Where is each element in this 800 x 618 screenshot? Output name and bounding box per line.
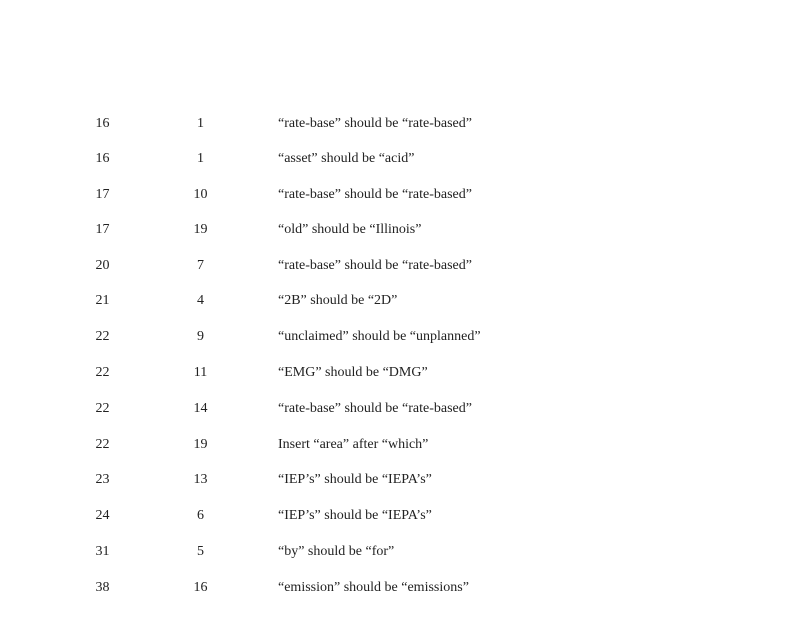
errata-row [0, 254, 800, 278]
page-number: 17 [95, 222, 110, 237]
line-number: 10 [193, 187, 208, 202]
page-number: 22 [95, 329, 110, 344]
line-number: 5 [197, 544, 204, 559]
errata-row [0, 433, 800, 457]
line-number: 1 [197, 116, 204, 131]
errata-row [0, 289, 800, 313]
page-number: 24 [95, 508, 110, 523]
correction-text: “old” should be “Illinois” [278, 222, 422, 237]
page-number: 21 [95, 293, 110, 308]
errata-row [0, 218, 800, 242]
page-number: 20 [95, 258, 110, 273]
errata-row [0, 504, 800, 528]
correction-text: “rate-base” should be “rate-based” [278, 116, 472, 131]
correction-text: “asset” should be “acid” [278, 151, 415, 166]
errata-row [0, 325, 800, 349]
errata-row [0, 147, 800, 171]
page-number: 16 [95, 116, 110, 131]
page-number: 16 [95, 151, 110, 166]
page-number: 22 [95, 437, 110, 452]
errata-row [0, 397, 800, 421]
correction-text: “IEP’s” should be “IEPA’s” [278, 472, 432, 487]
errata-row [0, 576, 800, 600]
line-number: 11 [193, 365, 208, 380]
line-number: 19 [193, 437, 208, 452]
page-number: 17 [95, 187, 110, 202]
errata-row [0, 361, 800, 385]
page-number: 23 [95, 472, 110, 487]
page-number: 22 [95, 401, 110, 416]
line-number: 14 [193, 401, 208, 416]
correction-text: “2B” should be “2D” [278, 293, 398, 308]
errata-row [0, 183, 800, 207]
line-number: 19 [193, 222, 208, 237]
line-number: 7 [197, 258, 204, 273]
page-number: 31 [95, 544, 110, 559]
page-number: 38 [95, 580, 110, 595]
correction-text: “rate-base” should be “rate-based” [278, 187, 472, 202]
correction-text: “unclaimed” should be “unplanned” [278, 329, 481, 344]
errata-row [0, 112, 800, 136]
line-number: 1 [197, 151, 204, 166]
errata-row [0, 540, 800, 564]
line-number: 6 [197, 508, 204, 523]
correction-text: “IEP’s” should be “IEPA’s” [278, 508, 432, 523]
correction-text: “emission” should be “emissions” [278, 580, 469, 595]
errata-row [0, 468, 800, 492]
line-number: 4 [197, 293, 204, 308]
line-number: 9 [197, 329, 204, 344]
correction-text: “EMG” should be “DMG” [278, 365, 428, 380]
line-number: 13 [193, 472, 208, 487]
correction-text: Insert “area” after “which” [278, 437, 429, 452]
correction-text: “by” should be “for” [278, 544, 395, 559]
correction-text: “rate-base” should be “rate-based” [278, 258, 472, 273]
correction-text: “rate-base” should be “rate-based” [278, 401, 472, 416]
page-number: 22 [95, 365, 110, 380]
line-number: 16 [193, 580, 208, 595]
